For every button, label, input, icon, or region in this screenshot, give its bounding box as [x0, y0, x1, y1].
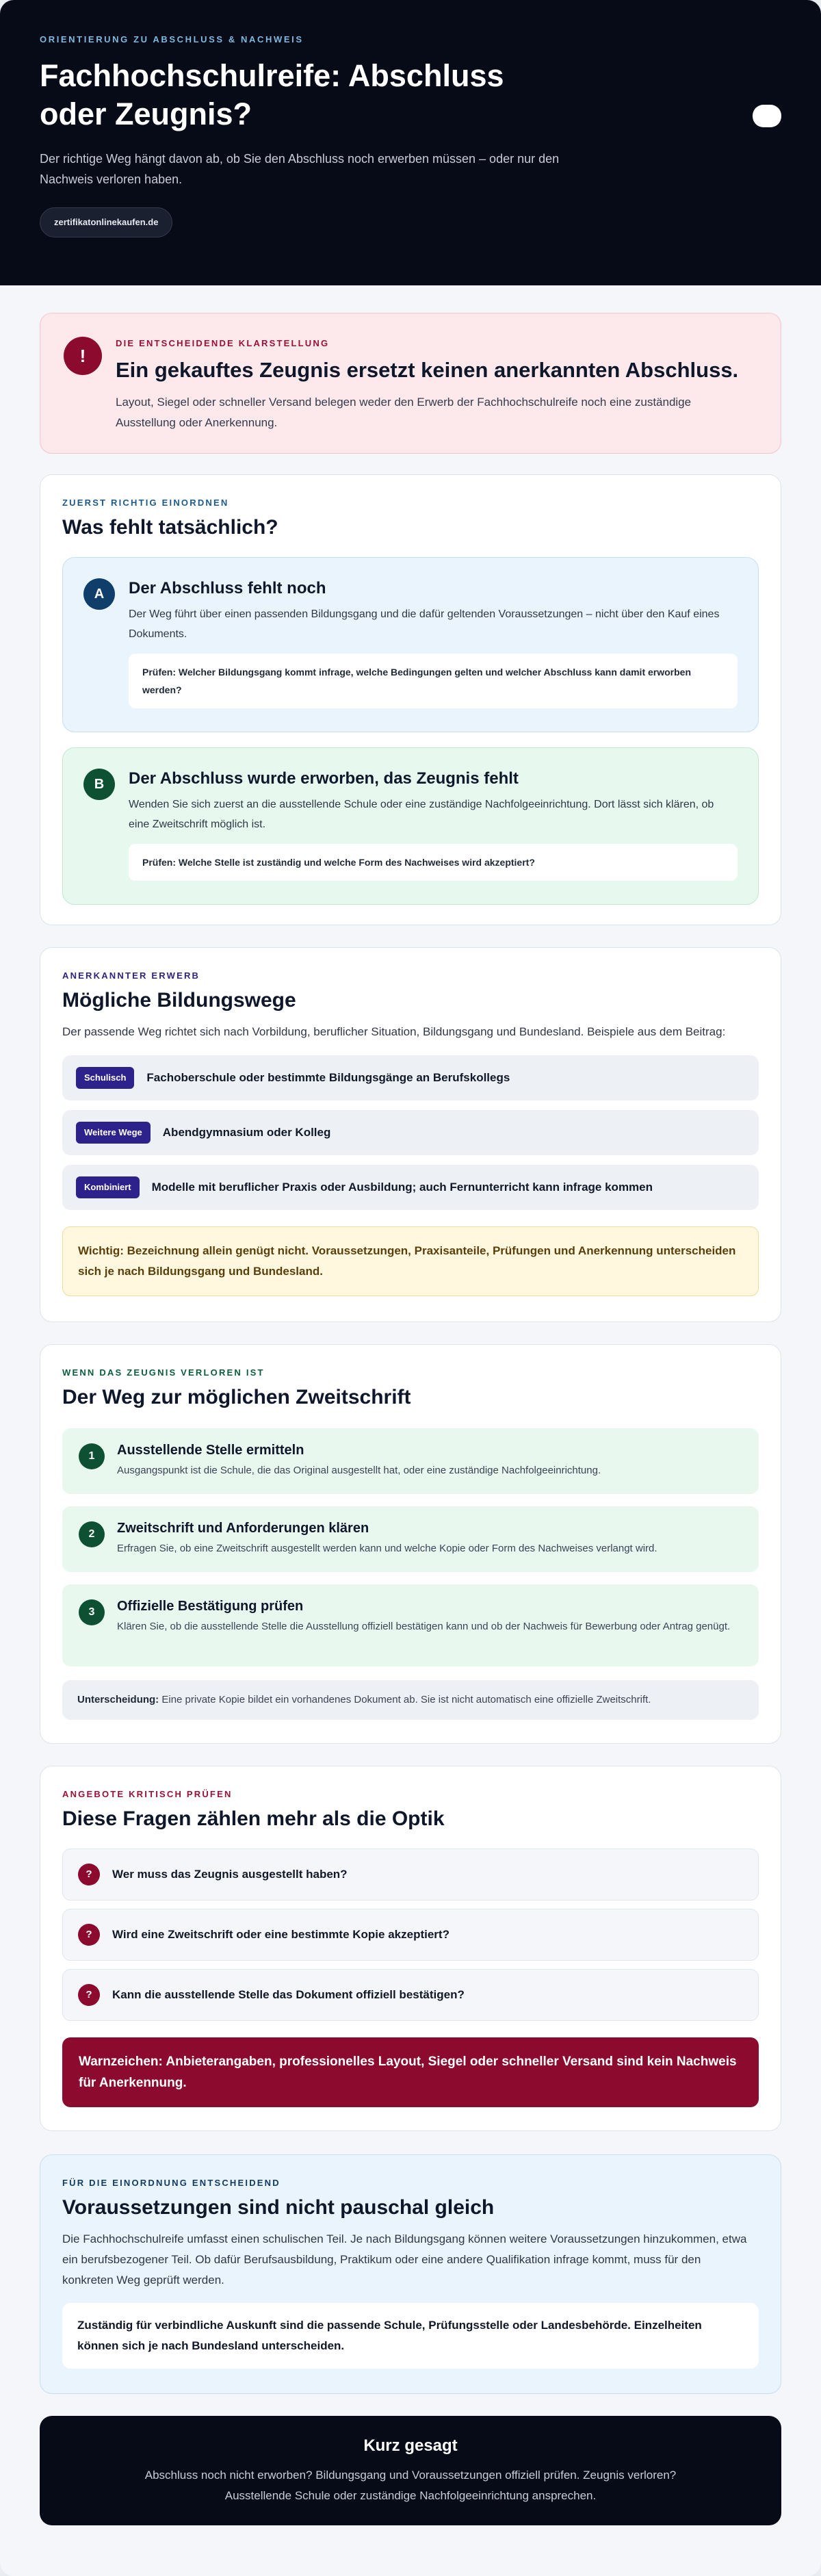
missing-title: Was fehlt tatsächlich?: [62, 516, 278, 539]
alert-text: Layout, Siegel oder schneller Versand belegen weder den Erwerb der Fachhochschulreife noch eine zuständige Ausstellung oder Anerkennung.: [116, 396, 692, 429]
option-card-a: [62, 557, 759, 732]
option-text-b: Wenden Sie sich zuerst an die ausstellende Schule oder eine zuständige Nachfolgeeinrichtung. Dort lässt sich klären, ob eine Zweitschrift möglich ist.: [129, 799, 714, 830]
paths-title: Mögliche Bildungswege: [62, 989, 296, 1012]
question-icon: ?: [78, 1984, 100, 2006]
summary-text: Abschluss noch nicht erworben? Bildungsgang und Voraussetzungen offiziell prüfen. Zeugnis verloren? Ausstellende Schule oder zuständige Nachfolgeeinrichtung ansprechen.: [144, 2469, 677, 2502]
requirements-title: Voraussetzungen sind nicht pauschal gleich: [62, 2196, 495, 2219]
alert-kicker: DIE ENTSCHEIDENDE KLARSTELLUNG: [116, 338, 330, 348]
exclamation-icon: !: [64, 337, 102, 375]
path-text: Abendgymnasium oder Kolleg: [162, 1126, 331, 1139]
step-item: [62, 1584, 759, 1666]
main-content: [0, 285, 821, 2525]
critical-check-section: [40, 1766, 781, 2131]
requirements-description: Die Fachhochschulreife umfasst einen schulischen Teil. Je nach Bildungsgang können weitere Voraussetzungen hinzukommen, etwa ein berufsbezogener Teil. Ob dafür Berufsausbildung, Praktikum oder eine andere Qualifikation infrage kommt, muss für den konkreten Weg geprüft werden.: [62, 2232, 747, 2287]
missing-kicker: ZUERST RICHTIG EINORDNEN: [62, 498, 229, 508]
step-number: 3: [79, 1599, 105, 1625]
summary-title: Kurz gesagt: [363, 2436, 458, 2455]
paths-description: Der passende Weg richtet sich nach Vorbildung, beruflicher Situation, Bildungsgang und Bundesland. Beispiele aus dem Beitrag:: [62, 1025, 726, 1038]
note-text: Eine private Kopie bildet ein vorhandenes Dokument ab. Sie ist nicht automatisch eine offizielle Zweitschrift.: [159, 1694, 651, 1705]
path-item: [62, 1165, 759, 1210]
education-paths-section: [40, 947, 781, 1322]
paths-list: [62, 1055, 759, 1210]
question-item: [62, 1969, 759, 2021]
duplicate-title: Der Weg zur möglichen Zweitschrift: [62, 1386, 411, 1408]
step-item: [62, 1428, 759, 1494]
alert-title: Ein gekauftes Zeugnis ersetzt keinen anerkannten Abschluss.: [116, 358, 739, 382]
paths-kicker: ANERKANNTER ERWERB: [62, 970, 200, 981]
question-item: [62, 1909, 759, 1961]
option-badge-a: A: [83, 578, 115, 610]
question-icon: ?: [78, 1924, 100, 1946]
option-card-b: [62, 747, 759, 905]
step-title: Offizielle Bestätigung prüfen: [117, 1599, 304, 1614]
step-text: Klären Sie, ob die ausstellende Stelle die Ausstellung offiziell bestätigen kann und ob der Nachweis für Bewerbung oder Antrag genügt.: [117, 1621, 731, 1632]
duplicate-kicker: WENN DAS ZEUGNIS VERLOREN IST: [62, 1367, 265, 1378]
hero-kicker: ORIENTIERUNG ZU ABSCHLUSS & NACHWEIS: [40, 34, 304, 44]
step-item: [62, 1506, 759, 1572]
option-text-a: Der Weg führt über einen passenden Bildungsgang und die dafür geltenden Voraussetzungen – nicht über den Kauf eines Dokuments.: [129, 608, 720, 640]
hero-lead: Der richtige Weg hängt davon ab, ob Sie den Abschluss noch erwerben müssen – oder nur den Nachweis verloren haben.: [40, 152, 560, 186]
hero-header: [0, 0, 821, 285]
path-item: [62, 1110, 759, 1155]
site-link-chip[interactable]: zertifikatonlinekaufen.de: [40, 207, 172, 237]
step-title: Ausstellende Stelle ermitteln: [117, 1443, 304, 1458]
toggle-pill[interactable]: [753, 105, 781, 127]
step-title: Zweitschrift und Anforderungen klären: [117, 1521, 369, 1536]
path-tag: Kombiniert: [76, 1176, 140, 1198]
distinction-note: [62, 1680, 759, 1720]
clarification-alert: [40, 313, 781, 454]
requirements-kicker: FÜR DIE EINORDNUNG ENTSCHEIDEND: [62, 2178, 281, 2188]
question-icon: ?: [78, 1864, 100, 1885]
authority-box: Zuständig für verbindliche Auskunft sind die passende Schule, Prüfungsstelle oder Landesbehörde. Einzelheiten können sich je nach Bundesland unterscheiden.: [62, 2303, 759, 2369]
warning-signs-banner: Warnzeichen: Anbieterangaben, professionelles Layout, Siegel oder schneller Versand sind kein Nachweis für Anerkennung.: [62, 2037, 759, 2107]
option-title-b: Der Abschluss wurde erworben, das Zeugnis fehlt: [129, 769, 519, 788]
path-tag: Weitere Wege: [76, 1122, 151, 1144]
summary-box: [40, 2416, 781, 2525]
option-title-a: Der Abschluss fehlt noch: [129, 579, 326, 597]
step-number: 1: [79, 1443, 105, 1469]
path-item: [62, 1055, 759, 1100]
question-item: [62, 1849, 759, 1901]
critical-kicker: ANGEBOTE KRITISCH PRÜFEN: [62, 1789, 233, 1799]
option-check-a: Prüfen: Welcher Bildungsgang kommt infrage, welche Bedingungen gelten und welcher Abschluss kann damit erworben werden?: [129, 654, 738, 708]
missing-section: [40, 474, 781, 925]
question-text: Wird eine Zweitschrift oder eine bestimmte Kopie akzeptiert?: [112, 1928, 449, 1941]
requirements-section: [40, 2154, 781, 2394]
duplicate-section: [40, 1344, 781, 1744]
option-check-b: Prüfen: Welche Stelle ist zuständig und welche Form des Nachweises wird akzeptiert?: [129, 844, 738, 881]
paths-warning: Wichtig: Bezeichnung allein genügt nicht. Voraussetzungen, Praxisanteile, Prüfungen und Anerkennung unterscheiden sich je nach Bildungsgang und Bundesland.: [62, 1226, 759, 1296]
step-number: 2: [79, 1521, 105, 1547]
path-text: Fachoberschule oder bestimmte Bildungsgänge an Berufskollegs: [146, 1071, 510, 1084]
steps-list: [62, 1428, 759, 1666]
option-badge-b: B: [83, 769, 115, 800]
note-label: Unterscheidung:: [77, 1694, 159, 1705]
path-text: Modelle mit beruflicher Praxis oder Ausbildung; auch Fernunterricht kann infrage kommen: [151, 1181, 653, 1194]
step-text: Erfragen Sie, ob eine Zweitschrift ausgestellt werden kann und welche Kopie oder Form des Nachweises verlangt wird.: [117, 1543, 657, 1554]
step-text: Ausgangspunkt ist die Schule, die das Original ausgestellt hat, oder eine zuständige Nachfolgeeinrichtung.: [117, 1465, 601, 1476]
path-tag: Schulisch: [76, 1067, 134, 1089]
questions-list: [62, 1849, 759, 2021]
question-text: Wer muss das Zeugnis ausgestellt haben?: [112, 1868, 348, 1881]
page-title: Fachhochschulreife: Abschluss oder Zeugnis?: [40, 58, 504, 131]
critical-title: Diese Fragen zählen mehr als die Optik: [62, 1807, 445, 1830]
question-text: Kann die ausstellende Stelle das Dokument offiziell bestätigen?: [112, 1988, 465, 2001]
